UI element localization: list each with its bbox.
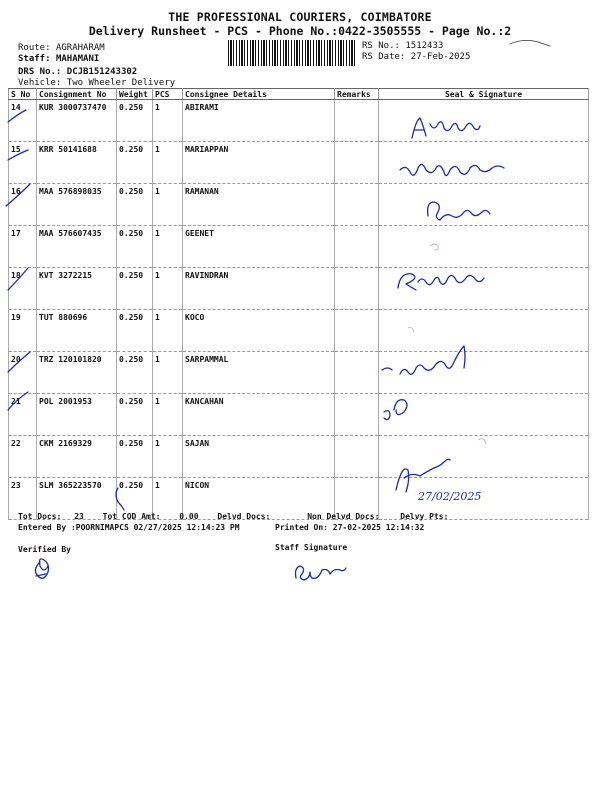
- cell-weight: 0.250: [117, 436, 153, 478]
- cell-sno: 21: [9, 394, 37, 436]
- cell-sno: 20: [9, 352, 37, 394]
- cell-consignment: CKM 2169329: [37, 436, 117, 478]
- non-delvd-label: Non Delvd Docs:: [307, 512, 380, 521]
- rs-no-label: RS No.:: [362, 41, 400, 51]
- vehicle-value: Two Wheeler Delivery: [66, 78, 176, 88]
- cell-consignee: KANCAHAN: [183, 394, 335, 436]
- staff-signature-label: Staff Signature: [275, 543, 348, 552]
- cell-consignment: SLM 365223570: [37, 478, 117, 520]
- cell-sno: 16: [9, 184, 37, 226]
- cell-sno: 23: [9, 478, 37, 520]
- signature-ravindran: [398, 274, 484, 290]
- cell-weight: 0.250: [117, 268, 153, 310]
- col-consignment: Consignment No: [37, 89, 117, 100]
- signature-mariappan: [400, 164, 504, 175]
- cell-weight: 0.250: [117, 478, 153, 520]
- cell-pcs: 1: [153, 394, 183, 436]
- cell-pcs: 1: [153, 478, 183, 520]
- handwritten-date: 27/02/2025: [418, 490, 482, 503]
- cell-consignment: KVT 3272215: [37, 268, 117, 310]
- cell-consignee: NICON: [183, 478, 335, 520]
- tick-mark-icon: [8, 352, 30, 372]
- route-value: AGRAHARAM: [55, 43, 105, 53]
- runsheet-subtitle: Delivery Runsheet - PCS - Phone No.:0422-3505555 - Page No.:2: [88, 24, 512, 38]
- col-remarks: Remarks: [335, 89, 379, 100]
- cell-consignee: KOCO: [183, 310, 335, 352]
- tot-docs-label: Tot Docs:: [18, 512, 62, 521]
- tick-mark-icon: [6, 184, 30, 206]
- cell-consignment: MAA 576898035: [37, 184, 117, 226]
- faint-mark: [430, 244, 439, 250]
- tot-docs-value: 23: [74, 512, 84, 521]
- cell-sno: 19: [9, 310, 37, 352]
- cell-consignee: ABIRAMI: [183, 100, 335, 142]
- cell-pcs: 1: [153, 100, 183, 142]
- cell-consignment: KUR 3000737470: [37, 100, 117, 142]
- drs-value: DCJB151243302: [66, 67, 138, 77]
- tick-mark-icon: [8, 150, 28, 160]
- col-pcs: PCS: [153, 89, 183, 100]
- staff-signature-mark: [296, 566, 347, 580]
- cell-consignment: TUT 880696: [37, 310, 117, 352]
- entered-by: Entered By :POORNIMAPCS 02/27/2025 12:14:23 PM: [18, 523, 240, 532]
- faint-mark: [478, 439, 486, 444]
- cell-pcs: 1: [153, 310, 183, 352]
- cell-consignee: SARPAMMAL: [183, 352, 335, 394]
- cell-sno: 18: [9, 268, 37, 310]
- col-sno: S No: [9, 89, 37, 100]
- cell-consignment: TRZ 120101820: [37, 352, 117, 394]
- signature-abirami: [412, 118, 480, 138]
- cell-consignee: SAJAN: [183, 436, 335, 478]
- rs-date-label: RS Date:: [362, 52, 406, 62]
- tot-cod-value: 0.00: [179, 512, 199, 521]
- cell-pcs: 1: [153, 352, 183, 394]
- cell-weight: 0.250: [117, 352, 153, 394]
- cell-pcs: 1: [153, 436, 183, 478]
- cell-pcs: 1: [153, 142, 183, 184]
- cell-weight: 0.250: [117, 226, 153, 268]
- cell-consignment: MAA 576607435: [37, 226, 117, 268]
- col-consignee: Consignee Details: [183, 89, 335, 100]
- verified-signature: [35, 559, 48, 578]
- col-weight: Weight: [117, 89, 153, 100]
- verified-by-label: Verified By: [18, 545, 71, 554]
- cell-pcs: 1: [153, 268, 183, 310]
- faint-mark: [408, 328, 414, 333]
- cell-weight: 0.250: [117, 184, 153, 226]
- staff-label: Staff:: [18, 54, 51, 64]
- cell-pcs: 1: [153, 184, 183, 226]
- tick-mark-icon: [8, 110, 26, 122]
- delvd-docs-label: Delvd Docs:: [217, 512, 271, 521]
- tick-mark-icon: [8, 392, 28, 410]
- cell-weight: 0.250: [117, 100, 153, 142]
- cell-consignee: MARIAPPAN: [183, 142, 335, 184]
- cell-consignee: RAMANAN: [183, 184, 335, 226]
- drs-label: DRS No.:: [18, 67, 62, 77]
- delvy-pts-label: Delvy Pts:: [400, 512, 449, 521]
- cell-consignment: POL 2001953: [37, 394, 117, 436]
- cell-consignee: RAVINDRAN: [183, 268, 335, 310]
- cell-weight: 0.250: [117, 310, 153, 352]
- cell-sno: 17: [9, 226, 37, 268]
- cell-consignee: GEENET: [183, 226, 335, 268]
- cell-weight: 0.250: [117, 394, 153, 436]
- tick-mark-icon: [116, 488, 124, 510]
- tot-cod-label: Tot COD Amt:: [102, 512, 161, 521]
- company-title: THE PROFESSIONAL COURIERS, COIMBATORE: [168, 10, 432, 24]
- tick-mark-icon: [8, 268, 28, 290]
- vehicle-label: Vehicle:: [18, 78, 62, 88]
- col-signature: Seal & Signature: [379, 89, 589, 100]
- signature-nicon: [396, 459, 450, 492]
- rs-no-value: 1512433: [405, 41, 444, 51]
- cell-sno: 14: [9, 100, 37, 142]
- rs-date-value: 27-Feb-2025: [410, 52, 471, 62]
- staff-value: MAHAMANI: [55, 54, 100, 64]
- printed-on: Printed On: 27-02-2025 12:14:32: [275, 523, 425, 532]
- cell-pcs: 1: [153, 226, 183, 268]
- totals-line: [18, 512, 588, 521]
- cell-sno: 22: [9, 436, 37, 478]
- signature-ramanan: [428, 202, 490, 220]
- route-label: Route:: [18, 43, 51, 53]
- signature-kancahan: [384, 400, 407, 420]
- cell-sno: 15: [9, 142, 37, 184]
- header-scribble: [510, 40, 550, 46]
- cell-consignment: KRR 50141688: [37, 142, 117, 184]
- cell-weight: 0.250: [117, 142, 153, 184]
- signature-sarpammal: [382, 346, 465, 374]
